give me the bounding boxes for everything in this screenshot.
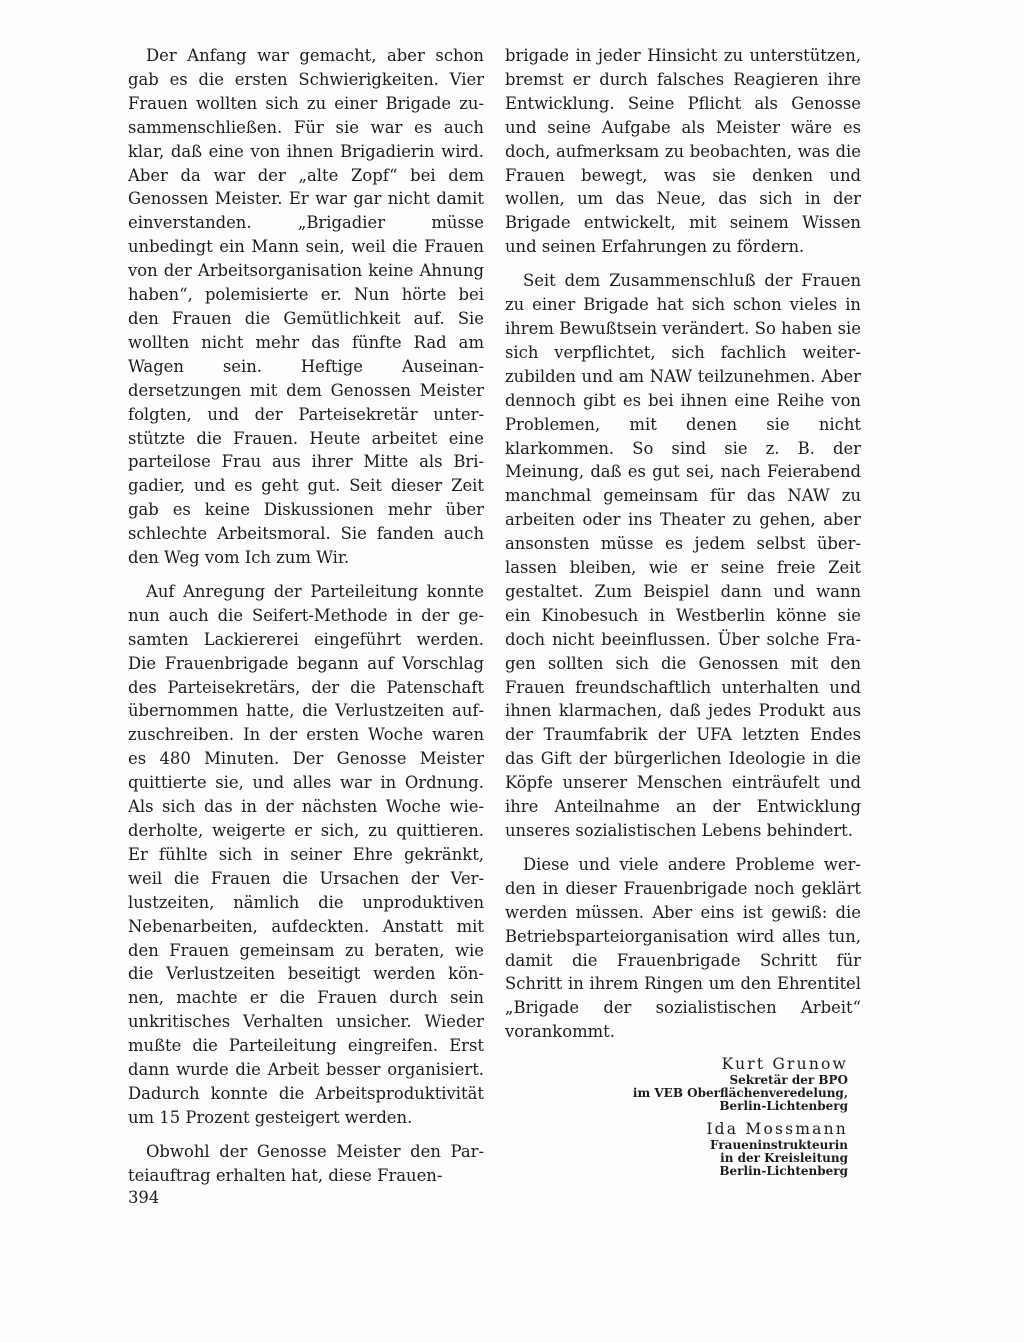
signature-name: Ida Mossmann — [706, 1120, 848, 1139]
left-column — [128, 44, 484, 1188]
page-number: 394 — [128, 1188, 160, 1207]
signature-title-line: in der Kreisleitung — [720, 1151, 848, 1166]
signature-title-line: Berlin-Lichtenberg — [719, 1164, 848, 1179]
paragraph-party-assignment-continued: brigade in jeder Hinsicht zu unterstützen, bremst er durch falsches Reagieren ihre Entwicklung. Seine Pflicht als Genosse und seine Aufgabe als Meister wäre es doch, aufmerksam zu beobachten, was die Frauen bewegt, was sie denken und wollen, um das Neue, das sich in der Brigade entwickelt, mit seinem Wissen und seinen Erfahrungen zu fördern. — [505, 46, 861, 257]
signature-title-line: Fraueninstrukteurin — [710, 1138, 848, 1153]
right-column — [505, 44, 861, 1184]
paragraph-party-assignment-start: Obwohl der Genosse Meister den Parteiauftrag erhalten hat, diese Frauen- — [128, 1141, 484, 1185]
signature-ida-mossmann — [505, 1119, 848, 1178]
signature-title-line: im VEB Oberflächenveredelung, — [632, 1086, 848, 1101]
paragraph-consciousness: Seit dem Zusammenschluß der Frauen zu einer Brigade hat sich schon vieles in ihrem Bewußtsein verändert. So haben sie sich verpflichtet, sich fachlich weiterzubilden und am NAW teilzunehmen. Aber dennoch gibt es bei ihnen eine Reihe von Problemen, mit denen sie nicht klarkommen. So sind sie z. B. der Meinung, daß es gut sei, nach Feierabend manchmal gemeinsam für das NAW zu arbeiten oder ins Theater zu gehen, aber ansonsten müsse es jedem selbst überlassen bleiben, wie er seine freie Zeit gestaltet. Zum Beispiel dann und wann ein Kinobesuch in Westberlin könne sie doch nicht beeinflussen. Über solche Fragen sollten sich die Genossen mit den Frauen freundschaftlich unterhalten und ihnen klarmachen, daß jedes Produkt aus der Traumfabrik der UFA letzten Endes das Gift der bürgerlichen Ideologie in die Köpfe unserer Menschen einträufelt und ihre Anteilnahme an der Entwicklung unseres sozialistischen Lebens behindert. — [505, 271, 861, 840]
paragraph-seifert-method: Auf Anregung der Parteileitung konnte nun auch die Seifert-Methode in der gesamten Lackiererei eingeführt werden. Die Frauenbrigade begann auf Vorschlag des Parteisekretärs, der die Patenschaft übernommen hatte, die Verlustzeiten aufzuschreiben. In der ersten Woche waren es 480 Minuten. Der Genosse Meister quittierte sie, und alles war in Ordnung. Als sich das in der nächsten Woche wiederholte, weigerte er sich, zu quittieren. Er fühlte sich in seiner Ehre gekränkt, weil die Frauen die Ursachen der Verlustzeiten, nämlich die unproduktiven Nebenarbeiten, aufdeckten. Anstatt mit den Frauen gemeinsam zu beraten, wie die Verlustzeiten beseitigt werden können, machte er die Frauen durch sein unkritisches Verhalten unsicher. Wieder mußte die Parteileitung eingreifen. Erst dann wurde die Arbeit besser organisiert. Dadurch konnte die Arbeitsproduktivität um 15 Prozent gesteigert werden. — [128, 581, 484, 1127]
paragraph-brigade-founding: Der Anfang war gemacht, aber schon gab es die ersten Schwierigkeiten. Vier Frauen wollten sich zu einer Brigade zusammenschließen. Für sie war es auch klar, daß eine von ihnen Brigadierin wird. Aber da war der „alte Zopf“ bei dem Genossen Meister. Er war gar nicht damit einverstanden. „Brigadier müsse unbedingt ein Mann sein, weil die Frauen von der Arbeitsorganisation keine Ahnung haben“, polemisierte er. Nun hörte bei den Frauen die Gemütlichkeit auf. Sie wollten nicht mehr das fünfte Rad am Wagen sein. Heftige Auseinandersetzungen mit dem Genossen Meister folgten, und der Parteisekretär unterstützte die Frauen. Heute arbeitet eine parteilose Frau aus ihrer Mitte als Brigadier, und es geht gut. Seit dieser Zeit gab es keine Diskussionen mehr über schlechte Arbeitsmoral. Sie fanden auch den Weg vom Ich zum Wir. — [128, 46, 484, 568]
paragraph-conclusion: Diese und viele andere Probleme werden in dieser Frauenbrigade noch geklärt werden müssen. Aber eins ist gewiß: die Betriebsparteiorganisation wird alles tun, damit die Frauenbrigade Schritt für Schritt in ihrem Ringen um den Ehrentitel „Brigade der sozialistischen Arbeit“ vorankommt. — [505, 854, 861, 1042]
signature-section — [505, 1054, 848, 1178]
signature-name: Kurt Grunow — [721, 1055, 848, 1074]
signature-title-line: Sekretär der BPO — [729, 1073, 848, 1088]
signature-title-line: Berlin-Lichtenberg — [719, 1099, 848, 1114]
signature-kurt-grunow — [505, 1054, 848, 1113]
